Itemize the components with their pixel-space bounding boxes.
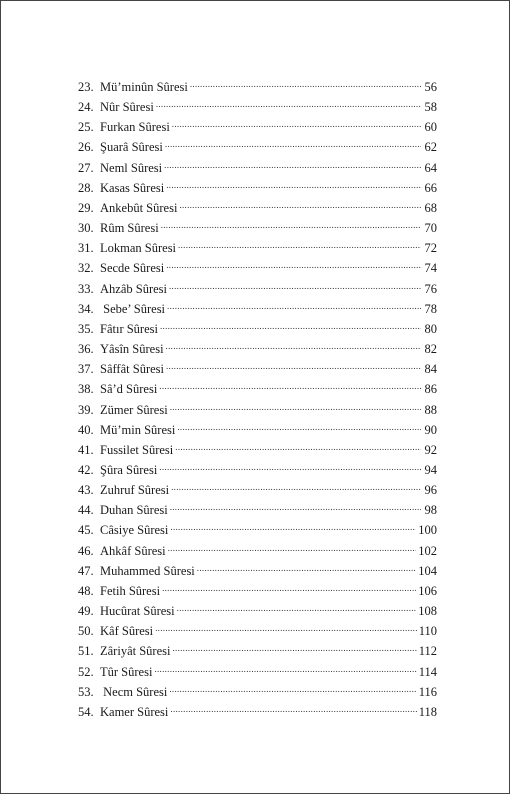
- dot-leader: [177, 603, 417, 615]
- toc-entry-page-number: 106: [418, 583, 437, 598]
- toc-entry-number: 50.: [78, 624, 94, 639]
- toc-entry-page-number: 84: [424, 362, 437, 377]
- toc-entry: [78, 520, 437, 540]
- toc-entry: [78, 339, 437, 359]
- toc-entry-page-number: 98: [424, 503, 437, 518]
- toc-entry-page-number: 80: [424, 321, 437, 336]
- toc-entry-title: Sâ’d Sûresi: [100, 382, 158, 397]
- toc-entry-title: Rûm Sûresi: [100, 221, 159, 236]
- toc-entry-number: 47.: [78, 563, 94, 578]
- toc-entry-number: 37.: [78, 362, 94, 377]
- toc-entry: [78, 117, 437, 137]
- toc-entry: [78, 359, 437, 379]
- toc-entry-page-number: 96: [424, 483, 437, 498]
- dot-leader: [170, 704, 416, 716]
- dot-leader: [190, 79, 421, 91]
- table-of-contents: [78, 77, 437, 722]
- toc-entry-title: Muhammed Sûresi: [100, 563, 195, 578]
- toc-entry: [78, 500, 437, 520]
- toc-entry: [78, 480, 437, 500]
- toc-entry-page-number: 82: [424, 342, 437, 357]
- toc-entry: [78, 581, 437, 601]
- toc-entry-number: 40.: [78, 422, 94, 437]
- toc-entry-page-number: 64: [424, 160, 437, 175]
- toc-entry-number: 29.: [78, 200, 94, 215]
- toc-entry: [78, 178, 437, 198]
- toc-entry-number: 25.: [78, 120, 94, 135]
- toc-entry-number: 23.: [78, 80, 94, 94]
- toc-entry-number: 28.: [78, 180, 94, 195]
- toc-entry: [78, 702, 437, 722]
- toc-entry-number: 35.: [78, 321, 94, 336]
- toc-entry-page-number: 60: [424, 120, 437, 135]
- dot-leader: [175, 442, 421, 454]
- toc-entry-number: 54.: [78, 704, 94, 719]
- toc-entry: [78, 682, 437, 702]
- toc-entry: [78, 299, 437, 319]
- dot-leader: [171, 482, 421, 494]
- toc-entry-title: Şûra Sûresi: [100, 462, 158, 477]
- toc-entry-number: 46.: [78, 543, 94, 558]
- toc-entry-number: 30.: [78, 221, 94, 236]
- toc-entry-title: Zuhruf Sûresi: [100, 483, 170, 498]
- toc-entry: [78, 158, 437, 178]
- toc-entry-title: Necm Sûresi: [100, 684, 168, 699]
- toc-entry-title: Lokman Sûresi: [100, 241, 177, 256]
- toc-entry-number: 42.: [78, 462, 94, 477]
- toc-entry-title: Hucûrat Sûresi: [100, 604, 175, 619]
- dot-leader: [172, 643, 416, 655]
- dot-leader: [160, 321, 421, 333]
- toc-entry-page-number: 86: [424, 382, 437, 397]
- toc-entry: [78, 319, 437, 339]
- toc-entry: [78, 440, 437, 460]
- toc-entry-number: 38.: [78, 382, 94, 397]
- toc-entry-page-number: 116: [418, 684, 437, 699]
- toc-entry-number: 41.: [78, 442, 94, 457]
- toc-entry-number: 43.: [78, 483, 94, 498]
- toc-entry-title: Zâriyât Sûresi: [100, 644, 171, 659]
- toc-entry-title: Kamer Sûresi: [100, 704, 169, 719]
- toc-entry-title: Yâsîn Sûresi: [100, 342, 164, 357]
- toc-entry-title: Neml Sûresi: [100, 160, 163, 175]
- toc-entry-page-number: 100: [418, 523, 437, 538]
- toc-entry-page-number: 72: [424, 241, 437, 256]
- toc-entry: [78, 641, 437, 661]
- toc-entry: [78, 400, 437, 420]
- toc-entry-title: Duhan Sûresi: [100, 503, 168, 518]
- toc-entry-number: 44.: [78, 503, 94, 518]
- toc-entry: [78, 621, 437, 641]
- toc-entry-title: Sâffât Sûresi: [100, 362, 164, 377]
- toc-entry-title: Fussilet Sûresi: [100, 442, 174, 457]
- toc-entry-page-number: 56: [424, 80, 437, 94]
- toc-entry-title: Secde Sûresi: [100, 261, 165, 276]
- toc-entry-number: 53.: [78, 684, 94, 699]
- toc-entry-page-number: 118: [418, 704, 437, 719]
- toc-entry: [78, 541, 437, 561]
- toc-entry-title: Ahkâf Sûresi: [100, 543, 166, 558]
- toc-entry-title: Câsiye Sûresi: [100, 523, 169, 538]
- toc-entry-page-number: 90: [424, 422, 437, 437]
- toc-entry-page-number: 62: [424, 140, 437, 155]
- toc-entry-title: Mü’minûn Sûresi: [100, 80, 188, 94]
- dot-leader: [169, 684, 416, 696]
- toc-entry-page-number: 104: [418, 563, 437, 578]
- toc-entry-number: 32.: [78, 261, 94, 276]
- dot-leader: [164, 160, 421, 172]
- toc-entry-page-number: 78: [424, 301, 437, 316]
- toc-entry: [78, 279, 437, 299]
- dot-leader: [167, 301, 421, 313]
- toc-entry: [78, 258, 437, 278]
- toc-entry-title: Furkan Sûresi: [100, 120, 170, 135]
- toc-entry-title: Fetih Sûresi: [100, 583, 161, 598]
- toc-entry-page-number: 76: [424, 281, 437, 296]
- toc-entry-page-number: 74: [424, 261, 437, 276]
- dot-leader: [169, 281, 421, 293]
- toc-entry: [78, 77, 437, 97]
- toc-entry: [78, 97, 437, 117]
- dot-leader: [156, 99, 421, 111]
- dot-leader: [168, 543, 417, 555]
- toc-entry: [78, 561, 437, 581]
- toc-entry: [78, 198, 437, 218]
- toc-entry-number: 27.: [78, 160, 94, 175]
- dot-leader: [177, 422, 421, 434]
- toc-entry-number: 39.: [78, 402, 94, 417]
- toc-entry-number: 34.: [78, 301, 94, 316]
- toc-entry-title: Sebe’ Sûresi: [100, 301, 166, 316]
- toc-entry-page-number: 66: [424, 180, 437, 195]
- toc-entry-number: 31.: [78, 241, 94, 256]
- toc-entry-title: Mü’min Sûresi: [100, 422, 176, 437]
- dot-leader: [155, 623, 417, 635]
- dot-leader: [159, 462, 421, 474]
- toc-entry-page-number: 108: [418, 604, 437, 619]
- dot-leader: [170, 502, 421, 514]
- toc-entry-number: 33.: [78, 281, 94, 296]
- toc-entry-page-number: 112: [418, 644, 437, 659]
- toc-entry-number: 36.: [78, 342, 94, 357]
- toc-entry-page-number: 88: [424, 402, 437, 417]
- toc-entry-title: Ankebût Sûresi: [100, 200, 178, 215]
- dot-leader: [197, 563, 416, 575]
- dot-leader: [170, 522, 416, 534]
- toc-entry: [78, 662, 437, 682]
- dot-leader: [162, 583, 416, 595]
- dot-leader: [165, 139, 421, 151]
- toc-entry-number: 48.: [78, 583, 94, 598]
- dot-leader: [178, 240, 421, 252]
- toc-entry-number: 24.: [78, 100, 94, 115]
- toc-entry-title: Fâtır Sûresi: [100, 321, 158, 336]
- toc-entry-page-number: 92: [424, 442, 437, 457]
- dot-leader: [166, 361, 421, 373]
- toc-entry-page-number: 110: [418, 624, 437, 639]
- toc-entry-page-number: 68: [424, 200, 437, 215]
- toc-entry-title: Tûr Sûresi: [100, 664, 153, 679]
- dot-leader: [179, 200, 421, 212]
- toc-entry: [78, 238, 437, 258]
- dot-leader: [170, 402, 421, 414]
- toc-entry-title: Şuarâ Sûresi: [100, 140, 163, 155]
- toc-entry-title: Zümer Sûresi: [100, 402, 168, 417]
- toc-entry-page-number: 114: [418, 664, 437, 679]
- toc-entry: [78, 460, 437, 480]
- toc-entry: [78, 137, 437, 157]
- toc-entry-number: 51.: [78, 644, 94, 659]
- dot-leader: [172, 119, 421, 131]
- dot-leader: [161, 220, 421, 232]
- dot-leader: [166, 260, 421, 272]
- toc-entry-number: 45.: [78, 523, 94, 538]
- toc-entry: [78, 379, 437, 399]
- toc-entry-page-number: 94: [424, 462, 437, 477]
- toc-entry-number: 26.: [78, 140, 94, 155]
- toc-entry-page-number: 102: [418, 543, 437, 558]
- toc-entry-number: 49.: [78, 604, 94, 619]
- toc-entry-page-number: 70: [424, 221, 437, 236]
- toc-entry: [78, 420, 437, 440]
- toc-entry-number: 52.: [78, 664, 94, 679]
- toc-entry: [78, 218, 437, 238]
- toc-entry-title: Nûr Sûresi: [100, 100, 154, 115]
- dot-leader: [166, 180, 421, 192]
- dot-leader: [166, 341, 421, 353]
- toc-entry-title: Kasas Sûresi: [100, 180, 165, 195]
- dot-leader: [159, 381, 421, 393]
- toc-entry-title: Kâf Sûresi: [100, 624, 154, 639]
- toc-entry: [78, 601, 437, 621]
- dot-leader: [154, 664, 416, 676]
- toc-entry-page-number: 58: [424, 100, 437, 115]
- toc-entry-title: Ahzâb Sûresi: [100, 281, 167, 296]
